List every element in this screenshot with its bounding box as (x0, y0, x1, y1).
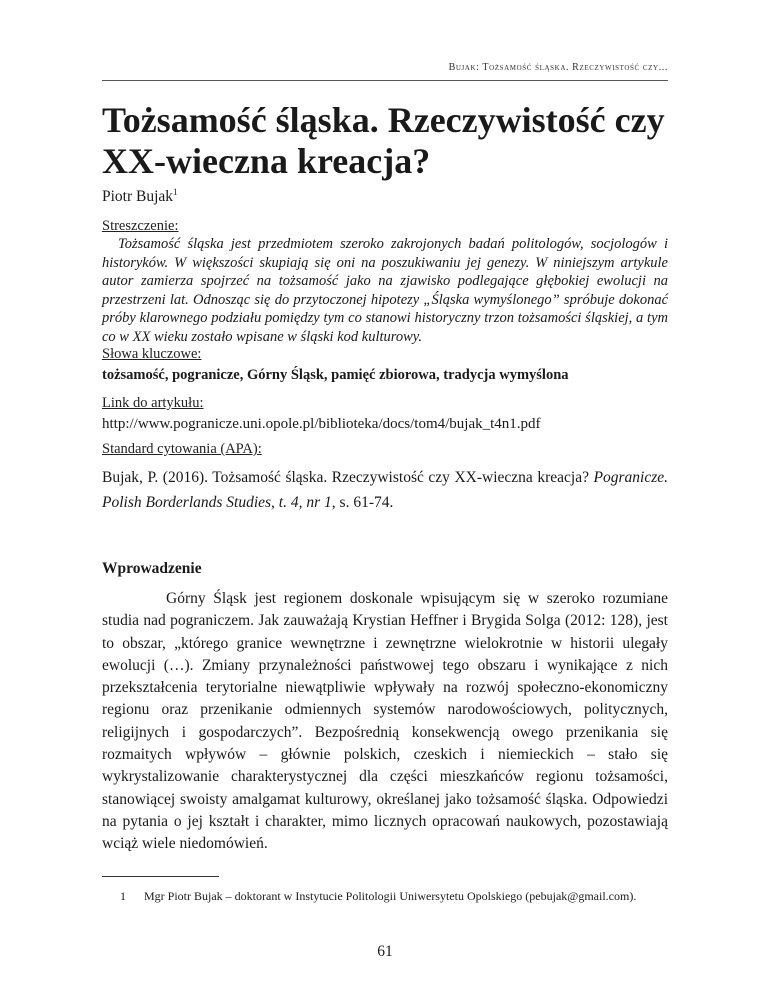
abstract-label: Streszczenie: (102, 218, 179, 234)
citation-label: Standard cytowania (APA): (102, 441, 262, 457)
footnote-reference[interactable]: 1 (173, 186, 178, 197)
author-line (102, 188, 178, 206)
citation-main: Bujak, P. (2016). Tożsamość śląska. Rzeczywistość czy XX-wieczna kreacja? (102, 469, 594, 486)
section-heading: Wprowadzenie (102, 560, 202, 577)
citation-journal: Pogranicze. Polish Borderlands Studies, t. 4, nr 1 (102, 469, 668, 511)
article-link[interactable]: http://www.pogranicze.uni.opole.pl/biblioteka/docs/tom4/bujak_t4n1.pdf (102, 416, 541, 432)
article-title: Tożsamość śląska. Rzeczywistość czy XX-wieczna kreacja? (102, 100, 665, 181)
citation-text (102, 465, 668, 515)
keywords-label: Słowa kluczowe: (102, 346, 202, 362)
abstract-text: Tożsamość śląska jest przedmiotem szeroko zakrojonych badań politologów, socjologów i historyków. W większości skupiają się oni na poszukiwaniu jej genezy. W niniejszym artykule autor zamierza spojrzeć na tożsamość jako na zjawisko podlegające głębokiej ewolucji na przestrzeni lat. Odnosząc się do przytoczonej hipotezy „Śląska wymyślonego” spróbuje dokonać próby klarownego podziału pomiędzy tym co stanowi historyczny trzon tożsamości śląskiej, a tym co w XX wieku zostało wpisane w śląski kod kulturowy. (102, 236, 668, 345)
keywords-text: tożsamość, pogranicze, Górny Śląsk, pamięć zbiorowa, tradycja wymyślona (102, 367, 569, 383)
article-page (102, 0, 668, 994)
footnote-number: 1 (120, 889, 126, 903)
intro-paragraph: Górny Śląsk jest regionem doskonale wpisującym się w szeroko rozumiane studia nad pograniczem. Jak zauważają Krystian Heffner i Brygida Solga (2012: 128), jest to obszar, „którego granice wewnętrzne i zewnętrzne wielokrotnie w historii ulegały ewolucji (…). Zmiany przynależności państwowej tego obszaru i wynikające z nich przekształcenia terytorialne niewątpliwie wpływały na rozwój społeczno-ekonomiczny regionu oraz przenikanie odmiennych systemów narodowościowych, politycznych, religijnych i gospodarczych”. Bezpośrednią konsekwencją owego przenikania się rozmaitych wpływów – głównie polskich, czeskich i niemieckich – stało się wykrystalizowanie charakterystycznej dla części mieszkańców regionu tożsamości, stanowiącej swoisty amalgamat kulturowy, określanej jako tożsamość śląska. Odpowiedzi na pytania o jej kształt i charakter, mimo licznych opracowań naukowych, pozostawiają wciąż wiele niedomówień. (102, 590, 668, 853)
header-divider (102, 80, 668, 81)
footnote (102, 888, 668, 905)
footnote-divider (102, 876, 219, 877)
article-link-label: Link do artykułu: (102, 395, 204, 411)
running-head: Bujak: Tożsamość śląska. Rzeczywistość czy... (448, 62, 668, 73)
author-name: Piotr Bujak (102, 188, 174, 205)
citation-pages: , s. 61-74. (331, 494, 394, 511)
page-number: 61 (377, 943, 393, 960)
footnote-text: Mgr Piotr Bujak – doktorant w Instytucie Politologii Uniwersytetu Opolskiego (pebujak@gmail.com). (144, 889, 637, 903)
